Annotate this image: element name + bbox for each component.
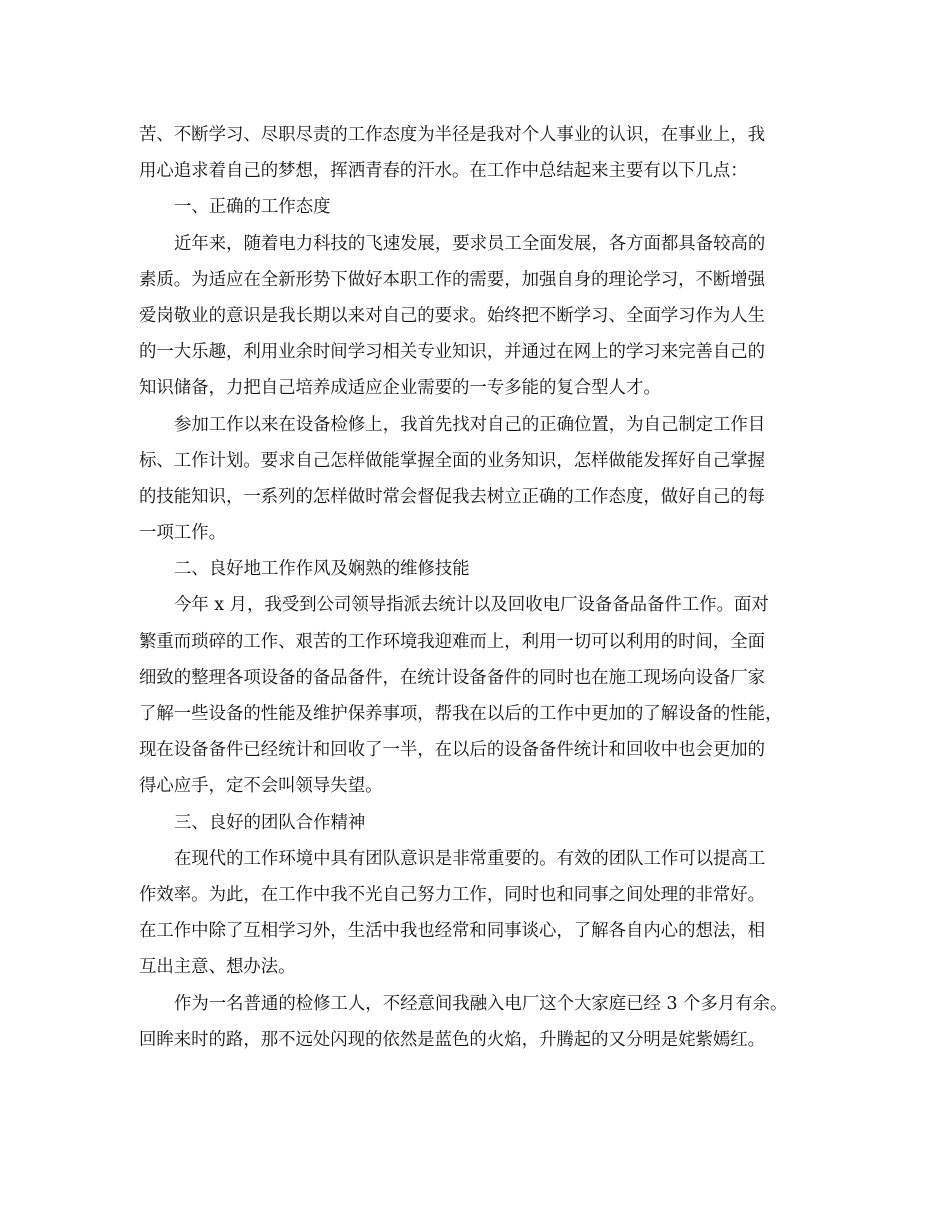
text-line: 了解一些设备的性能及维护保养事项，帮我在以后的工作中更加的了解设备的性能， xyxy=(139,704,783,724)
section-heading: 一、正确的工作态度 xyxy=(174,197,331,218)
text-line: 标、工作计划。要求自己怎样做能掌握全面的业务知识，怎样做能发挥好自己掌握 xyxy=(139,450,766,471)
text-line: 繁重而琐碎的工作、艰苦的工作环境我迎难而上，利用一切可以利用的时间，全面 xyxy=(139,631,766,652)
text-line: 知识储备，力把自己培养成适应企业需要的一专多能的复合型人才。 xyxy=(139,378,661,399)
text-line: 一项工作。 xyxy=(139,523,226,544)
text-line: 素质。为适应在全新形势下做好本职工作的需要，加强自身的理论学习，不断增强 xyxy=(139,269,766,290)
text-line: 的技能知识，一系列的怎样做时常会督促我去树立正确的工作态度，做好自己的每 xyxy=(139,486,766,507)
text-line: 在现代的工作环境中具有团队意识是非常重要的。有效的团队工作可以提高工 xyxy=(174,848,766,869)
text-line: 作为一名普通的检修工人，不经意间我融入电厂这个大家庭已经 3 个多月有余。 xyxy=(174,993,788,1014)
text-line: 互出主意、想办法。 xyxy=(139,957,296,978)
text-line: 用心追求着自己的梦想，挥洒青春的汗水。在工作中总结起来主要有以下几点： xyxy=(139,161,748,182)
document-body xyxy=(139,117,819,1058)
text-line: 回眸来时的路，那不远处闪现的依然是蓝色的火焰，升腾起的又分明是姹紫嫣红。 xyxy=(139,1029,766,1050)
section-heading: 三、良好的团队合作精神 xyxy=(174,812,366,833)
text-line: 现在设备备件已经统计和回收了一半，在以后的设备备件统计和回收中也会更加的 xyxy=(139,740,766,761)
section-heading: 二、良好地工作作风及娴熟的维修技能 xyxy=(174,559,470,580)
text-line: 今年 x 月，我受到公司领导指派去统计以及回收电厂设备备品备件工作。面对 xyxy=(174,595,769,616)
text-line: 细致的整理各项设备的备品备件，在统计设备备件的同时也在施工现场向设备厂家 xyxy=(139,667,766,688)
text-line: 近年来，随着电力科技的飞速发展，要求员工全面发展，各方面都具备较高的 xyxy=(174,233,766,254)
text-line: 的一大乐趣，利用业余时间学习相关专业知识，并通过在网上的学习来完善自己的 xyxy=(139,342,766,363)
text-line: 得心应手，定不会叫领导失望。 xyxy=(139,776,383,797)
text-line: 爱岗敬业的意识是我长期以来对自己的要求。始终把不断学习、全面学习作为人生 xyxy=(139,305,766,326)
text-line: 作效率。为此，在工作中我不光自己努力工作，同时也和同事之间处理的非常好。 xyxy=(139,884,766,905)
text-line: 苦、不断学习、尽职尽责的工作态度为半径是我对个人事业的认识，在事业上，我 xyxy=(139,125,766,145)
text-line: 在工作中除了互相学习外，生活中我也经常和同事谈心，了解各自内心的想法，相 xyxy=(139,921,766,942)
text-line: 参加工作以来在设备检修上，我首先找对自己的正确位置，为自己制定工作目 xyxy=(174,414,766,435)
